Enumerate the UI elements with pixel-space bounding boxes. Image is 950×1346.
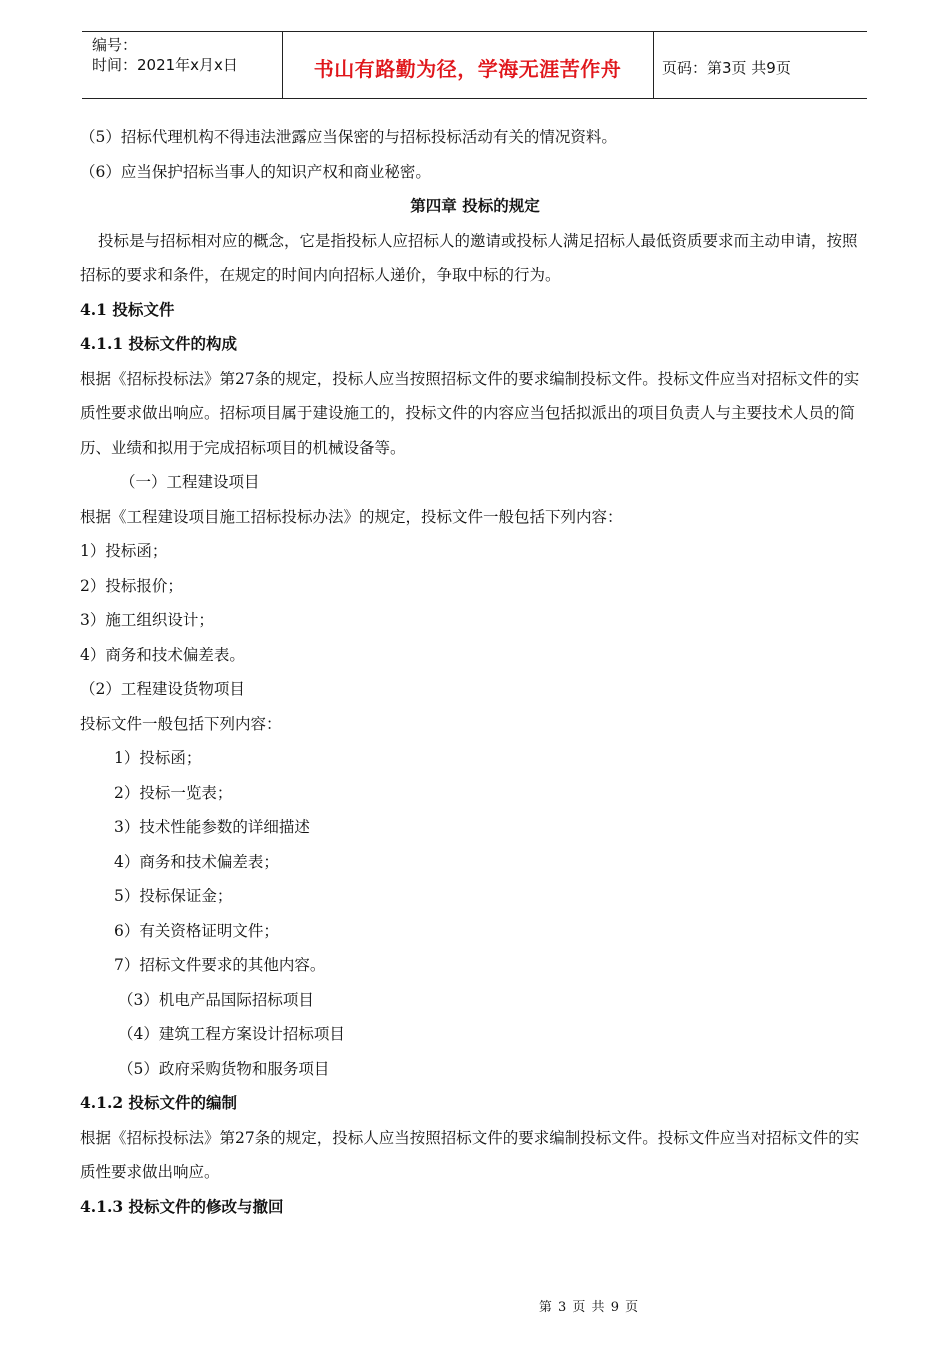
section-heading-4-1-1: 4.1.1 投标文件的构成 <box>80 334 238 353</box>
list-item: 1）投标函； <box>80 542 168 560</box>
page-header <box>82 31 867 99</box>
list-item: 3）技术性能参数的详细描述 <box>114 818 310 836</box>
paragraph-item-6: （6）应当保护招标当事人的知识产权和商业秘密。 <box>80 162 431 181</box>
list-item: 1）投标函； <box>114 749 202 767</box>
list-item: 2）投标报价； <box>80 576 183 595</box>
header-motto: 书山有路勤为径，学海无涯苦作舟 <box>313 57 622 81</box>
chapter-heading: 第四章 投标的规定 <box>410 196 540 215</box>
header-number-label: 编号： <box>92 36 138 54</box>
subsection-1-intro: 根据《工程建设项目施工招标投标办法》的规定，投标文件一般包括下列内容： <box>80 507 623 526</box>
header-top-rule <box>82 31 867 32</box>
subsection-heading-1: （一）工程建设项目 <box>120 473 260 491</box>
list-item: 5）投标保证金； <box>114 887 233 905</box>
section-4-1-1-paragraph: 根据《招标投标法》第27条的规定，投标人应当按照招标文件的要求编制投标文件。投标文件应当对招标文件的实质性要求做出响应。招标项目属于建设施工的，投标文件的内容应当包括拟派出的项目负责人与主要技术人员的简历、业绩和拟用于完成招标项目的机械设备等。 <box>80 369 860 457</box>
subsection-2-intro: 投标文件一般包括下列内容： <box>80 714 282 733</box>
section-heading-4-1-2: 4.1.2 投标文件的编制 <box>80 1093 238 1112</box>
section-heading-4-1: 4.1 投标文件 <box>80 299 175 319</box>
list-item: 7）招标文件要求的其他内容。 <box>114 956 326 974</box>
section-4-1-2-paragraph: 根据《招标投标法》第27条的规定，投标人应当按照招标文件的要求编制投标文件。投标文件应当对招标文件的实质性要求做出响应。 <box>80 1128 860 1181</box>
list-item: 2）投标一览表； <box>114 783 233 802</box>
list-item: （4）建筑工程方案设计招标项目 <box>118 1025 345 1043</box>
header-divider-right <box>653 31 654 99</box>
paragraph-item-5: （5）招标代理机构不得违法泄露应当保密的与招标投标活动有关的情况资料。 <box>80 128 617 146</box>
subsection-heading-2: （2）工程建设货物项目 <box>80 680 245 698</box>
list-item: 4）商务和技术偏差表； <box>114 852 279 871</box>
list-item: 6）有关资格证明文件； <box>114 921 279 940</box>
header-meta <box>92 35 238 75</box>
header-page-info: 页码：第3页 共9页 <box>662 59 791 77</box>
list-item: （5）政府采购货物和服务项目 <box>118 1059 330 1078</box>
section-heading-4-1-3: 4.1.3 投标文件的修改与撤回 <box>80 1196 284 1216</box>
header-time-label: 时间：2021年x月x日 <box>92 56 238 74</box>
chapter-intro: 投标是与招标相对应的概念，它是指投标人应招标人的邀请或投标人满足招标人最低资质要求而主动申请，按照招标的要求和条件，在规定的时间内向招标人递价，争取中标的行为。 <box>80 231 858 284</box>
page-footer: 第 3 页 共 9 页 <box>538 1300 640 1315</box>
header-bottom-rule <box>82 98 867 99</box>
list-item: （3）机电产品国际招标项目 <box>118 990 314 1009</box>
list-item: 3）施工组织设计； <box>80 611 214 629</box>
list-item: 4）商务和技术偏差表。 <box>80 645 245 664</box>
document-body <box>80 120 870 1224</box>
